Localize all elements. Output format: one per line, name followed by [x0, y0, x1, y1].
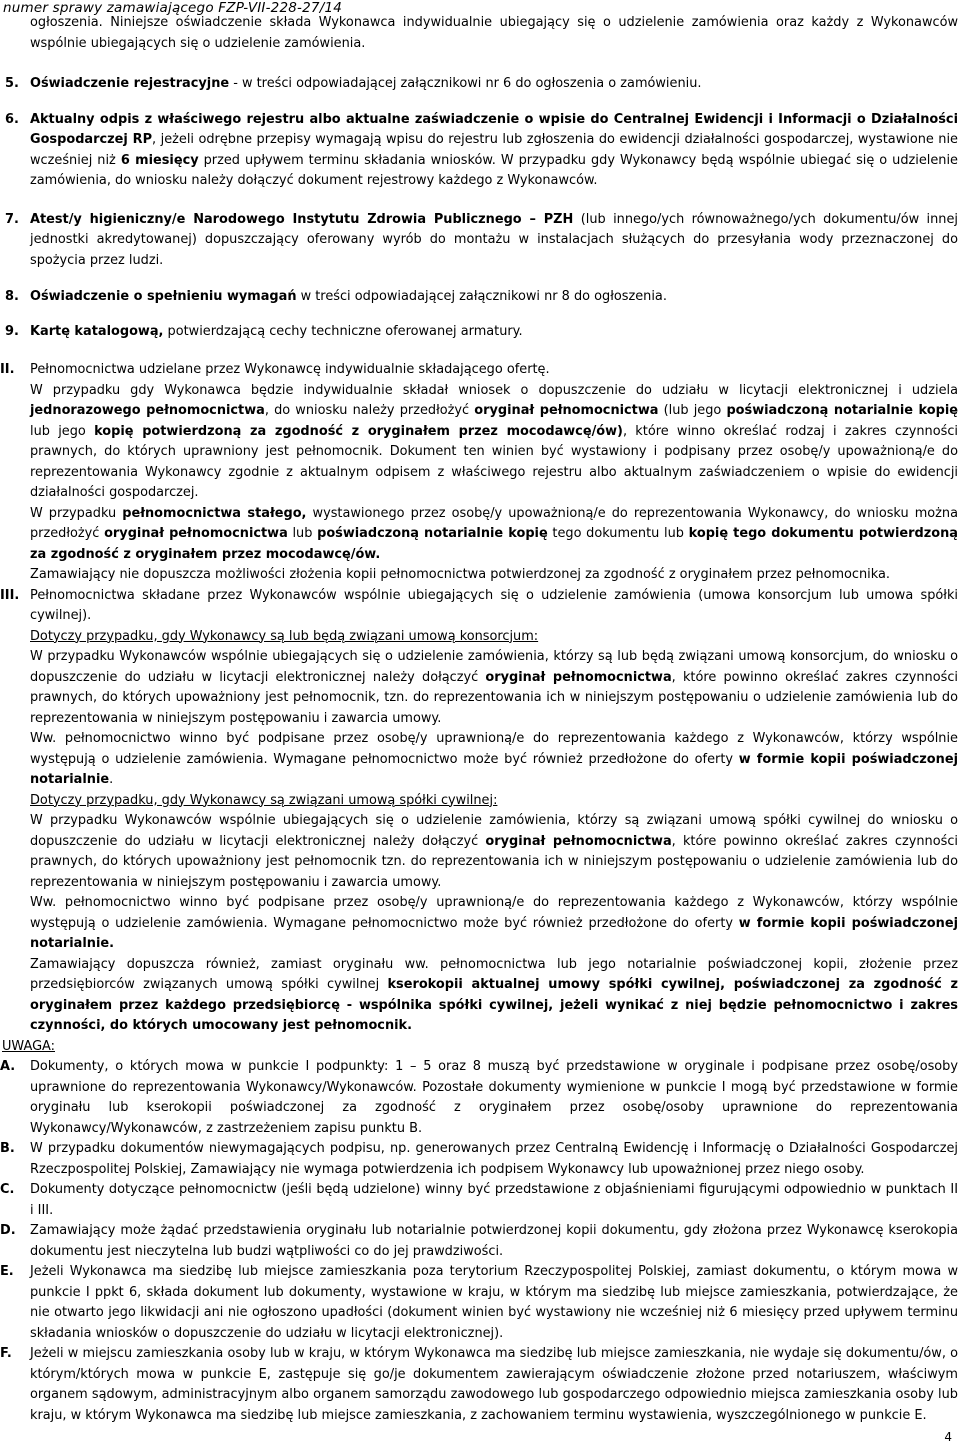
page-header: numer sprawy zamawiającego FZP-VII-228-27/14 — [3, 0, 343, 16]
item-text: przed upływem terminu składania wniosków. W przypadku gdy Wykonawcy będą wspólnie ubiegać się o udzielenie zamówienia, do wniosku należy dołączyć dokument rejestrowy każdego z Wykonawców. — [30, 152, 958, 188]
note-text: Dokumenty, o których mowa w punkcie I podpunkty: 1 – 5 oraz 8 muszą być przedstawione w oryginale i podpisane przez osobę/osoby uprawnione do reprezentowania Wykonawcy/Wykonawców. Pozostałe dokumenty wymienione w punkcie I mogą być przedstawione w formie oryginału lub kserokopii poświadczonej za zgodność z oryginałem przez osobę/osoby uprawnione do reprezentowania Wykonawcy/Wykonawców, z zastrzeżeniem zapisu punktu B. — [30, 1059, 958, 1136]
note-text: W przypadku dokumentów niewymagających podpisu, np. generowanych przez Centralną Ewidencję i Informację o Działalności Gospodarczej Rzeczpospolitej Polskiej, Zamawiający nie wymaga potwierdzenia ich podpisem Wykonawcy lub upoważnionej przez niego osoby. — [30, 1141, 958, 1177]
subheading: Dotyczy przypadku, gdy Wykonawcy są związani umową spółki cywilnej: — [30, 792, 498, 808]
item-6 — [0, 110, 960, 192]
item-number: 6. — [5, 111, 19, 127]
note-letter: E. — [0, 1264, 14, 1279]
section-number: III. — [0, 587, 20, 603]
section-paragraph: W przypadku Wykonawców wspólnie ubiegających się o udzielenie zamówienia, którzy są związani umową spółki cywilnej do wniosku o dopuszczenie do udziału w licytacji elektronicznej należy dołączyć oryginał pełnomocnictwa, które powinno określać zakres czynności prawnych, do których upoważniony jest pełnomocnik tzn. do reprezentowania ich w niniejszym postępowaniu o udzielenie zamówienia lub do reprezentowania w niniejszym postępowaniu i zawarcia umowy. — [30, 813, 958, 890]
item-text: - w treści odpowiadającej załącznikowi nr 6 do ogłoszenia o zamówieniu. — [229, 76, 702, 91]
note-letter: F. — [0, 1346, 12, 1361]
item-5 — [0, 74, 960, 95]
note-item-a — [0, 1057, 960, 1139]
item-text: potwierdzającą cechy techniczne oferowanej armatury. — [163, 323, 523, 339]
section-ii — [0, 360, 960, 586]
item-7 — [0, 210, 960, 272]
paragraph-continuation: ogłoszenia. Niniejsze oświadczenie składa Wykonawca indywidualnie ubiegający się o udzielenie zamówienia oraz każdy z Wykonawców wspólnie ubiegających się o udzielenie zamówienia. — [30, 15, 958, 51]
note-text: Dokumenty dotyczące pełnomocnictw (jeśli będą udzielone) winny być przedstawione z objaśnieniami figurującymi odpowiednio w punktach II i III. — [30, 1182, 958, 1218]
item-title: Atest/y higieniczny/e Narodowego Instytutu Zdrowia Publicznego – PZH — [30, 211, 574, 227]
section-title: Pełnomocnictwa składane przez Wykonawców wspólnie ubiegających się o udzielenie zamówienia (umowa konsorcjum lub umowa spółki cywilnej). — [30, 587, 958, 623]
section-paragraph: Ww. pełnomocnictwo winno być podpisane przez osobę/y uprawnioną/e do reprezentowania każdego z Wykonawców, którzy wspólnie występują o udzielenie zamówienia. Wymagane pełnomocnictwo może być również przedłożone do oferty w formie kopii poświadczonej notarialnie. — [30, 895, 958, 951]
item-text: (lub innego/ych równoważnego/ych dokumentu/ów innej jednostki akredytowanej) dopuszczający oferowany wyrób do montażu w instalacjach służących do przesyłania wody przeznaczonej do spożycia przez ludzi. — [30, 211, 958, 268]
section-paragraph: Zamawiający nie dopuszcza możliwości złożenia kopii pełnomocnictwa potwierdzonej za zgodność z oryginałem przez pełnomocnika. — [30, 567, 890, 582]
section-title: Pełnomocnictwa udzielane przez Wykonawcę indywidualnie składającego ofertę. — [30, 362, 550, 377]
section-paragraph: Zamawiający dopuszcza również, zamiast oryginału ww. pełnomocnictwa lub jego notarialnie poświadczonej kopii, złożenie przez przedsiębiorców związanych umową spółki cywilnej kserokopii aktualnej umowy spółki cywilnej, poświadczonej za zgodność z oryginałem przez każdego przedsiębiorcę - wspólnika spółki cywilnej, jeżeli wynikać z niej będzie pełnomocnictwo i zakres czynności, do których umocowany jest pełnomocnik. — [30, 956, 958, 1033]
note-text: Zamawiający może żądać przedstawienia oryginału lub notarialnie potwierdzonej kopii dokumentu, gdy złożona przez Wykonawcę kserokopia dokumentu jest nieczytelna lub budzi wątpliwości co do jej prawdziwości. — [30, 1223, 958, 1259]
item-title: Oświadczenie rejestracyjne — [30, 76, 230, 91]
item-text: w treści odpowiadającej załącznikowi nr 8 do ogłoszenia. — [296, 289, 667, 304]
section-paragraph: W przypadku gdy Wykonawca będzie indywidualnie składał wniosek o dopuszczenie do udziału w licytacji elektronicznej i udziela jednorazowego pełnomocnictwa, do wniosku należy przedłożyć oryginał pełnomocnictwa (lub jego poświadczoną notarialnie kopię lub jego kopię potwierdzoną za zgodność z oryginałem przez mocodawcę/ów), które winno określać rodzaj i zakres czynności prawnych, do których uprawniony jest pełnomocnik. Dokument ten winien być wystawiony i podpisany przez osobę/y upoważnioną/e do reprezentowania Wykonawcy zgodnie z aktualnym odpisem z właściwego rejestru albo aktualnym zaświadczeniem o wpisie do ewidencji działalności gospodarczej. — [30, 382, 959, 500]
note-item-f — [0, 1344, 960, 1426]
note-letter: B. — [0, 1141, 15, 1156]
item-number: 7. — [5, 211, 19, 227]
note-letter: D. — [0, 1223, 16, 1238]
note-text: Jeżeli Wykonawca ma siedzibę lub miejsce zamieszkania poza terytorium Rzeczypospolitej Polskiej, zamiast dokumentu, o którym mowa w punkcie I ppkt 6, składa dokument lub dokumenty, wystawione w kraju, w którym ma siedzibę lub miejsce zamieszkania, potwierdzające, że nie otwarto jego likwidacji ani nie ogłoszono upadłości (dokument winien być wystawiony nie wcześniej niż 6 miesięcy przed upływem terminu składania wniosków o dopuszczenie do udziału w licytacji elektronicznej). — [30, 1264, 958, 1341]
note-letter: A. — [0, 1059, 16, 1074]
note-label: UWAGA: — [2, 1038, 55, 1054]
item-title: Oświadczenie o spełnieniu wymagań — [30, 289, 297, 304]
page-number: 4 — [944, 1430, 952, 1444]
item-title: Aktualny odpis z właściwego rejestru albo aktualne zaświadczenie o wpisie do Centralnej Ewidencji i Informacji o Działalności Gospodarczej RP — [30, 111, 958, 147]
item-emphasis: 6 miesięcy — [120, 152, 199, 168]
section-paragraph: Ww. pełnomocnictwo winno być podpisane przez osobę/y uprawnioną/e do reprezentowania każdego z Wykonawców, którzy wspólnie występują o udzielenie zamówienia. Wymagane pełnomocnictwo może być również przedłożone do oferty w formie kopii poświadczonej notarialnie. — [30, 731, 958, 787]
subheading: Dotyczy przypadku, gdy Wykonawcy są lub będą związani umową konsorcjum: — [30, 628, 539, 644]
note-text: Jeżeli w miejscu zamieszkania osoby lub w kraju, w którym Wykonawca ma siedzibę lub miejsce zamieszkania, nie wydaje się dokumentu/ów, o którym/których mowa w punkcie E, zastępuje się go/je dokumentem zawierającym oświadczenie złożone przed notariuszem, właściwym organem sądowym, administracyjnym albo organem samorządu zawodowego lub gospodarczego odpowiednio miejsca zamieszkania osoby lub kraju, w którym Wykonawca ma siedzibę lub miejsce zamieszkania, z zachowaniem terminu wystawienia, wyszczególnionego w punkcie E. — [30, 1346, 958, 1423]
document-body — [0, 15, 960, 1426]
item-title: Kartę katalogową, — [30, 323, 164, 339]
item-9 — [0, 322, 960, 343]
item-8 — [0, 287, 960, 308]
section-number: II. — [0, 362, 15, 377]
note-letter: C. — [0, 1182, 15, 1197]
note-item-b — [0, 1139, 960, 1180]
section-iii — [0, 586, 960, 1037]
section-paragraph: W przypadku Wykonawców wspólnie ubiegających się o udzielenie zamówienia, którzy są lub będą związani umową konsorcjum, do wniosku o dopuszczenie do udziału w licytacji elektronicznej należy dołączyć oryginał pełnomocnictwa, które powinno określać zakres czynności prawnych, do których upoważniony jest pełnomocnik, tzn. do reprezentowania ich w niniejszym postępowaniu o udzielenie zamówienia lub do reprezentowania w niniejszym postępowaniu i zawarcia umowy. — [30, 649, 958, 726]
note-item-e — [0, 1262, 960, 1344]
item-number: 8. — [5, 289, 19, 304]
item-number: 5. — [5, 76, 19, 91]
section-paragraph: W przypadku pełnomocnictwa stałego, wystawionego przez osobę/y upoważnioną/e do reprezentowania Wykonawcy, do wniosku można przedłożyć oryginał pełnomocnictwa lub poświadczoną notarialnie kopię tego dokumentu lub kopię tego dokumentu potwierdzoną za zgodność z oryginałem przez mocodawcę/ów. — [30, 505, 958, 562]
note-item-d — [0, 1221, 960, 1262]
item-text: , jeżeli odrębne przepisy wymagają wpisu do rejestru lub zgłoszenia do ewidencji działalności gospodarczej, wystawione nie wcześniej niż — [30, 132, 958, 168]
item-number: 9. — [5, 323, 19, 339]
note-item-c — [0, 1180, 960, 1221]
